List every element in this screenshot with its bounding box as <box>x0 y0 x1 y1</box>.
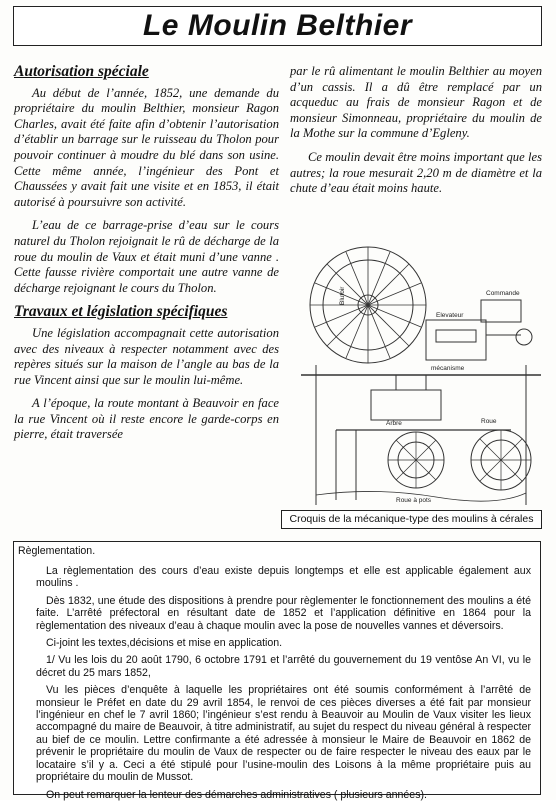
reglementation-paragraph: On peut remarquer la lenteur des démarches administratives ( plusieurs années). <box>46 788 427 801</box>
reglementation-title: Règlementation. <box>18 545 96 557</box>
paragraph: par le rû alimentant le moulin Belthier au moyen d’un cassis. Il a dû être remplacé par un acqueduc au frais de monsieur Ragon et de monsieur Simonneau, propriétaire du moulin de la Mothe sur la commune d’Egleny. <box>290 64 542 141</box>
paragraph: Au début de l’année, 1852, une demande du propriétaire du moulin Belthier, monsieur Ragon Charles, avait été faite afin d’obtenir l’autorisation d’établir un barrage sur le ruisseau du Tholon pour pouvoir continuer à moudre du blé dans son usine. Cette même année, l’ingénieur des Pont et Chaussées y avait fait une visite et en 1853, il était autorisé à poursuivre son activité. <box>14 85 279 209</box>
sketch-label: Elevateur <box>436 312 464 319</box>
paragraph: A l’époque, la route montant à Beauvoir en face la rue Vincent où il reste encore le garde-corps en pierre, était traversée <box>14 396 279 442</box>
right-column <box>290 64 542 205</box>
sketch-label: mécanisme <box>431 365 465 372</box>
page-title: Le Moulin Belthier <box>142 9 412 42</box>
reglementation-paragraph: La règlementation des cours d’eau existe depuis longtemps et elle est applicable également aux moulins . <box>36 565 531 590</box>
paragraph: Ce moulin devait être moins important que les autres; la roue mesurait 2,20 m de diamètre et la chute d’eau était moins haute. <box>290 149 542 196</box>
reglementation-body <box>36 565 531 806</box>
section-heading-autorisation: Autorisation spéciale <box>14 63 149 80</box>
section-heading-travaux: Travaux et législation spécifiques <box>14 303 228 321</box>
sketch-caption: Croquis de la mécanique-type des moulins à cérales <box>281 510 542 529</box>
reglementation-paragraph: Dès 1832, une étude des dispositions à prendre pour règlementer le fonctionnement des moulins a été faite. L’arrêté préfectoral en résultant date de 1852 et l’application définitive en 1864 pour la règlementation des niveaux d’eau à chaque moulin avec la pose de nouvelles vannes et déversoirs. <box>36 594 531 632</box>
left-column <box>14 64 279 451</box>
sketch-label: Arbre <box>386 420 402 427</box>
sketch-label: Roue <box>481 418 497 425</box>
title-banner <box>13 6 542 46</box>
reglementation-paragraph: Ci-joint les textes,décisions et mise en application. <box>46 637 283 650</box>
sketch-label: Roue à pots <box>396 497 432 504</box>
paragraph: Une législation accompagnait cette autorisation avec des niveaux à respecter notamment avec des repères situés sur la maison de l’angle au bas de la rue Vincent ainsi que sur le moulin lui-même. <box>14 325 279 387</box>
sketch-label: Blutoir <box>339 286 346 305</box>
mill-mechanism-sketch <box>296 225 546 510</box>
reglementation-paragraph: 1/ Vu les lois du 20 août 1790, 6 octobre 1791 et l’arrêté du gouvernement du 19 ventôse An VI, vu le décret du 25 mars 1852, <box>36 654 531 679</box>
reglementation-box <box>13 541 541 801</box>
sketch-label: Commande <box>486 290 520 297</box>
paragraph: L’eau de ce barrage-prise d’eau sur le cours naturel du Tholon rejoignait le rû de décharge de la roue du moulin de Vaux et était muni d’une vanne . Cette fausse rivière comportait une autre vanne de décharge rejoignant le cours du Tholon. <box>14 218 279 295</box>
reglementation-paragraph: Vu les pièces d’enquête à laquelle les propriétaires ont été soumis conformément à l’arrêté de monsieur le Préfet en date du 29 avril 1854, le renvoi de ces pièces diverses a été fait par monsieur l’ingénieur en chef le 7 avril 1860; l’ingénieur s’est rendu à Beauvoir au Moulin de Vaux visiter les lieux accompagné du maire de Beauvoir, à titre administratif, au sujet du respect du niveau général à respecter au bief de ce moulin. Lettre confirmante a été adressée à monsieur le Maire de Beauvoir en 1862 de prévenir le propriétaire du moulin de Vaux de respecter ou de faire respecter le niveau des eaux par le locataire s’il y a. Ceci a été stipulé pour l’usine-moulin des Loisons à la même propriétaire puis au propriétaire du moulin de Mussot. <box>36 684 531 784</box>
